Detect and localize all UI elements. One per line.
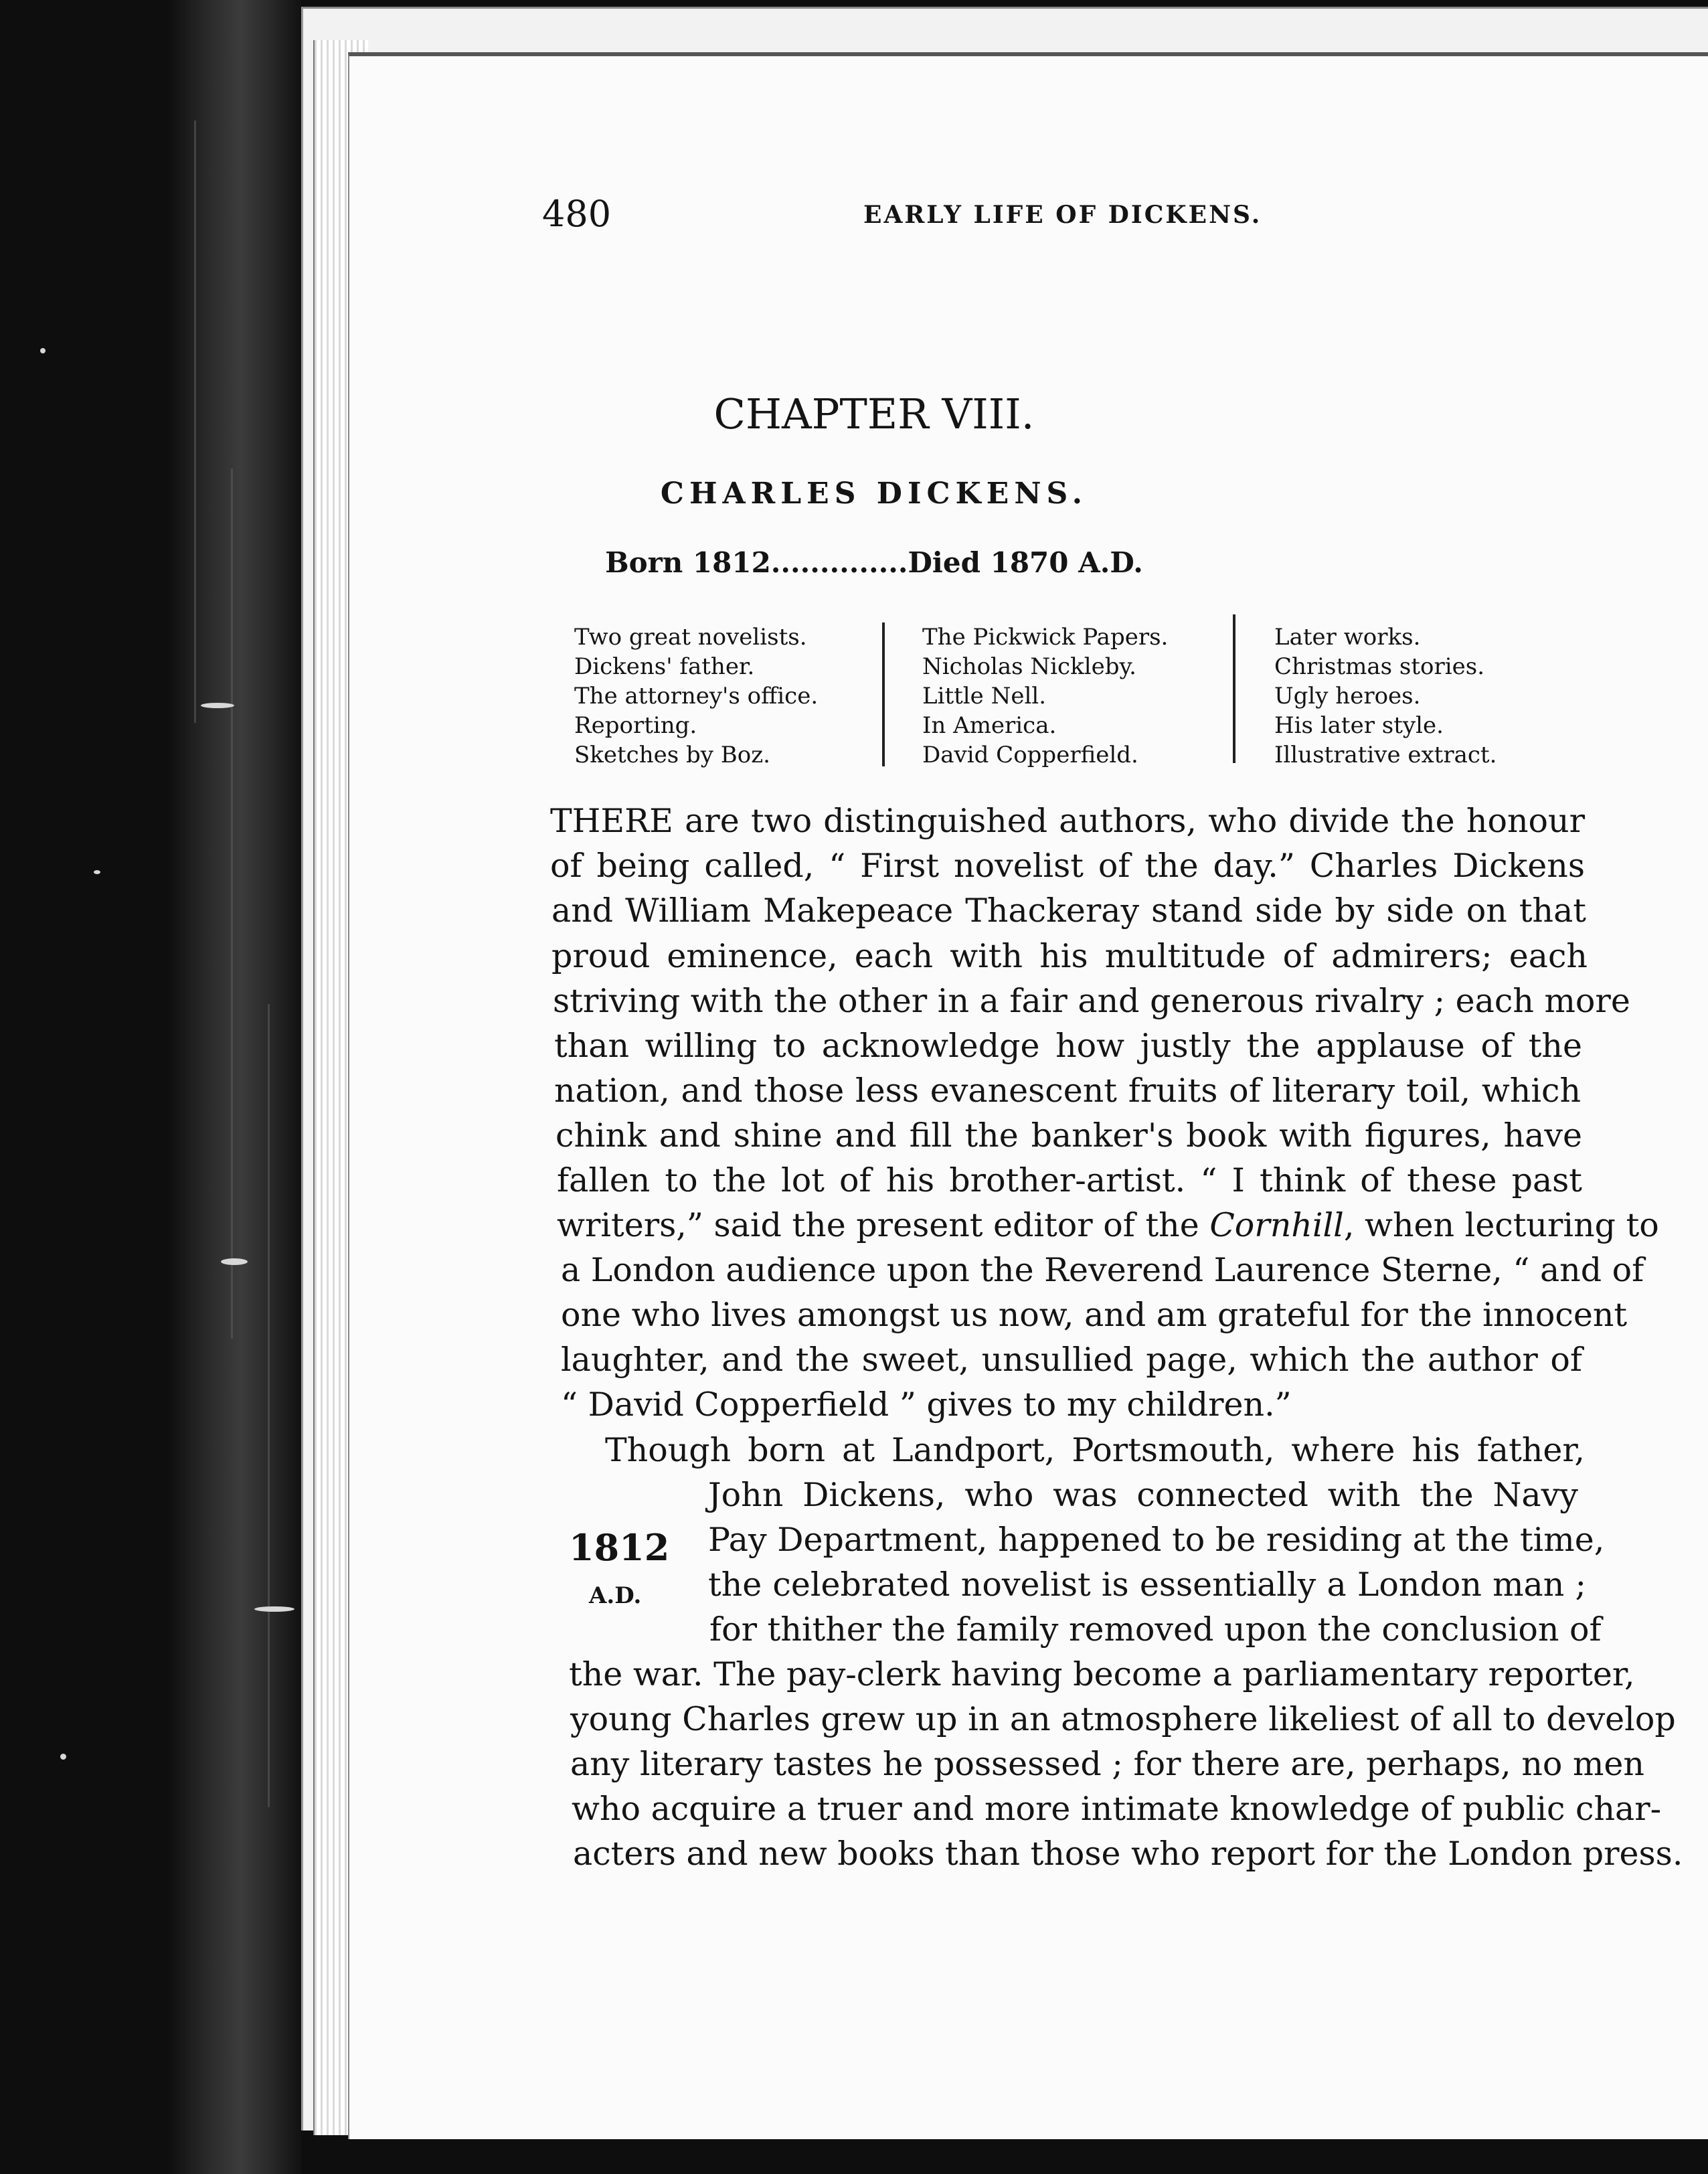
margin-era: A.D.	[589, 1582, 642, 1609]
body-line: writers,” said the present editor of the Cornhill, when lecturing to	[557, 1206, 1659, 1244]
chapter-subject: CHARLES DICKENS.	[660, 477, 1088, 511]
dust-speck	[221, 1258, 248, 1265]
summary-item: In America.	[922, 712, 1057, 739]
summary-divider	[1233, 614, 1235, 763]
dust-speck	[60, 1754, 66, 1760]
body-line: who acquire a truer and more intimate knowledge of public char-	[572, 1790, 1662, 1828]
dust-speck	[94, 870, 100, 874]
body-line: “ David Copperfield ” gives to my children.”	[561, 1386, 1292, 1424]
summary-column-b	[922, 622, 1168, 770]
body-line: Though born at Landport, Portsmouth, where his father,	[605, 1431, 1585, 1469]
body-line: nation, and those less evanescent fruits of literary toil, which	[554, 1072, 1581, 1110]
spine-wear-mark	[268, 1004, 270, 1807]
body-line: for thither the family removed upon the conclusion of	[709, 1610, 1602, 1649]
dust-speck	[40, 348, 46, 353]
summary-item: Christmas stories.	[1274, 653, 1485, 680]
running-head: EARLY LIFE OF DICKENS.	[863, 201, 1262, 229]
spine-wear-mark	[231, 469, 233, 1339]
body-line: John Dickens, who was connected with the Navy	[708, 1476, 1578, 1514]
summary-column-a	[574, 622, 818, 770]
body-line: fallen to the lot of his brother-artist. “ I think of these past	[557, 1161, 1582, 1199]
body-line: one who lives amongst us now, and am grateful for the innocent	[561, 1296, 1628, 1334]
summary-item: Reporting.	[574, 712, 697, 739]
summary-item: The attorney's office.	[574, 683, 819, 709]
life-dates: Born 1812..............Died 1870 A.D.	[605, 546, 1143, 579]
summary-column-c	[1274, 622, 1497, 770]
dust-speck	[254, 1606, 294, 1612]
summary-item: Later works.	[1274, 624, 1421, 651]
summary-item: Sketches by Boz.	[574, 742, 770, 768]
body-line: young Charles grew up in an atmosphere likeliest of all to develop	[570, 1700, 1676, 1738]
summary-item: Nicholas Nickleby.	[922, 653, 1136, 680]
magazine-title: Cornhill	[1209, 1206, 1344, 1244]
summary-item: Ugly heroes.	[1274, 683, 1421, 709]
summary-item: Little Nell.	[922, 683, 1047, 709]
summary-item: Illustrative extract.	[1274, 742, 1497, 768]
body-line: of being called, “ First novelist of the day.” Charles Dickens	[550, 847, 1585, 885]
body-line: the war. The pay-clerk having become a parliamentary reporter,	[569, 1655, 1635, 1693]
body-line: than willing to acknowledge how justly the applause of the	[554, 1027, 1582, 1065]
body-line: any literary tastes he possessed ; for there are, perhaps, no men	[570, 1745, 1644, 1783]
summary-item: David Copperfield.	[922, 742, 1138, 768]
body-line: a London audience upon the Reverend Laurence Sterne, “ and of	[561, 1251, 1644, 1289]
summary-item: The Pickwick Papers.	[922, 624, 1169, 651]
body-line: the celebrated novelist is essentially a London man ;	[708, 1566, 1586, 1604]
body-line: acters and new books than those who report for the London press.	[573, 1835, 1683, 1873]
summary-divider	[882, 622, 885, 766]
book-spine	[167, 0, 301, 2174]
summary-item: Two great novelists.	[574, 624, 807, 651]
body-line: proud eminence, each with his multitude of admirers; each	[551, 937, 1588, 975]
body-line: chink and shine and fill the banker's book with figures, have	[556, 1116, 1582, 1155]
summary-item: Dickens' father.	[574, 653, 755, 680]
dust-speck	[201, 703, 234, 708]
margin-year: 1812	[569, 1526, 670, 1569]
body-line: laughter, and the sweet, unsullied page, which the author of	[561, 1341, 1582, 1379]
chapter-title: CHAPTER VIII.	[713, 390, 1035, 438]
body-line: Pay Department, happened to be residing at the time,	[708, 1521, 1605, 1559]
body-line: striving with the other in a fair and generous rivalry ; each more	[553, 982, 1630, 1020]
body-line: THERE are two distinguished authors, who divide the honour	[550, 802, 1585, 840]
body-line: and William Makepeace Thackeray stand side by side on that	[551, 892, 1586, 930]
page-number: 480	[542, 193, 612, 235]
summary-item: His later style.	[1274, 712, 1444, 739]
